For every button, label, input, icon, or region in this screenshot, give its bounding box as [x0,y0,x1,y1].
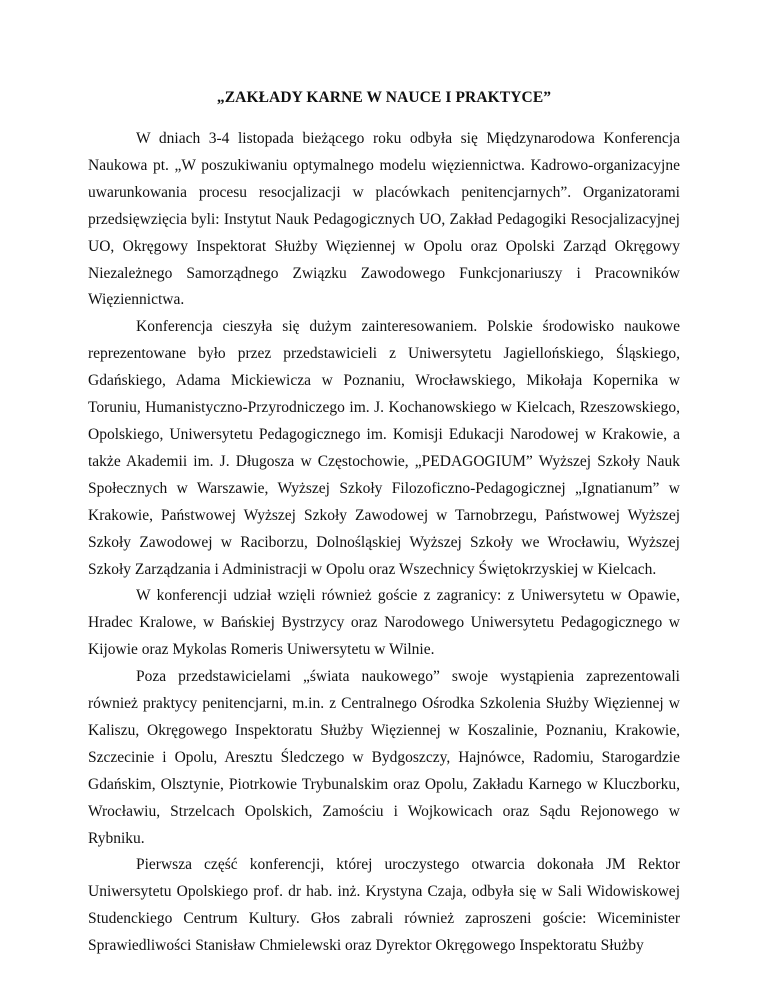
paragraph-foreign-guests: W konferencji udział wzięli również goście z zagranicy: z Uniwersytetu w Opawie, Hradec Kralowe, w Bańskiej Bystrzycy oraz Narodowego Uniwersytetu Pedagogicznego w Kijowie oraz Mykolas Romeris Uniwersytetu w Wilnie. [88,587,680,659]
paragraph-academic-participants: Konferencja cieszyła się dużym zainteresowaniem. Polskie środowisko naukowe reprezentowane było przez przedstawicieli z Uniwersytetu Jagiellońskiego, Śląskiego, Gdańskiego, Adama Mickiewicza w Poznaniu, Wrocławskiego, Mikołaja Kopernika w Toruniu, Humanistyczno-Przyrodniczego im. J. Kochanowskiego w Kielcach, Rzeszowskiego, Opolskiego, Uniwersytetu Pedagogicznego im. Komisji Edukacji Narodowej w Krakowie, a także Akademii im. J. Długosza w Częstochowie, „PEDAGOGIUM” Wyższej Szkoły Nauk Społecznych w Warszawie, Wyższej Szkoły Filozoficzno-Pedagogicznej „Ignatianum” w Krakowie, Państwowej Wyższej Szkoły Zawodowej w Tarnobrzegu, Państwowej Wyższej Szkoły Zawodowej w Raciborzu, Dolnośląskiej Wyższej Szkoły we Wrocławiu, Wyższej Szkoły Zarządzania i Administracji w Opolu oraz Wszechnicy Świętokrzyskiej w Kielcach. [88,318,680,578]
paragraph-opening-session: Pierwsza część konferencji, której uroczystego otwarcia dokonała JM Rektor Uniwersytetu Opolskiego prof. dr hab. inż. Krystyna Czaja, odbyła się w Sali Widowiskowej Studenckiego Centrum Kultury. Głos zabrali również zaproszeni goście: Wiceminister Sprawiedliwości Stanisław Chmielewski oraz Dyrektor Okręgowego Inspektoratu Służby [88,856,680,955]
page-title: „ZAKŁADY KARNE W NAUCE I PRAKTYCE” [216,89,552,106]
paragraph-conference-intro: W dniach 3-4 listopada bieżącego roku odbyła się Międzynarodowa Konferencja Naukowa pt. „W poszukiwaniu optymalnego modelu więziennictwa. Kadrowo-organizacyjne uwarunkowania procesu resocjalizacji w placówkach penitencjarnych”. Organizatorami przedsięwzięcia byli: Instytut Nauk Pedagogicznych UO, Zakład Pedagogiki Resocjalizacyjnej UO, Okręgowy Inspektorat Służby Więziennej w Opolu oraz Opolski Zarząd Okręgowy Niezależnego Samorządnego Związku Zawodowego Funkcjonariuszy i Pracowników Więziennictwa. [88,130,680,309]
document-body [88,126,680,960]
paragraph-practitioners: Poza przedstawicielami „świata naukowego” swoje wystąpienia zaprezentowali również praktycy penitencjarni, m.in. z Centralnego Ośrodka Szkolenia Służby Więziennej w Kaliszu, Okręgowego Inspektoratu Służby Więziennej w Koszalinie, Poznaniu, Krakowie, Szczecinie i Opolu, Aresztu Śledczego w Bydgoszczy, Hajnówce, Radomiu, Starogardzie Gdańskim, Olsztynie, Piotrkowie Trybunalskim oraz Opolu, Zakładu Karnego w Kluczborku, Wrocławiu, Strzelcach Opolskich, Zamościu i Wojkowicach oraz Sądu Rejonowego w Rybniku. [88,668,680,847]
